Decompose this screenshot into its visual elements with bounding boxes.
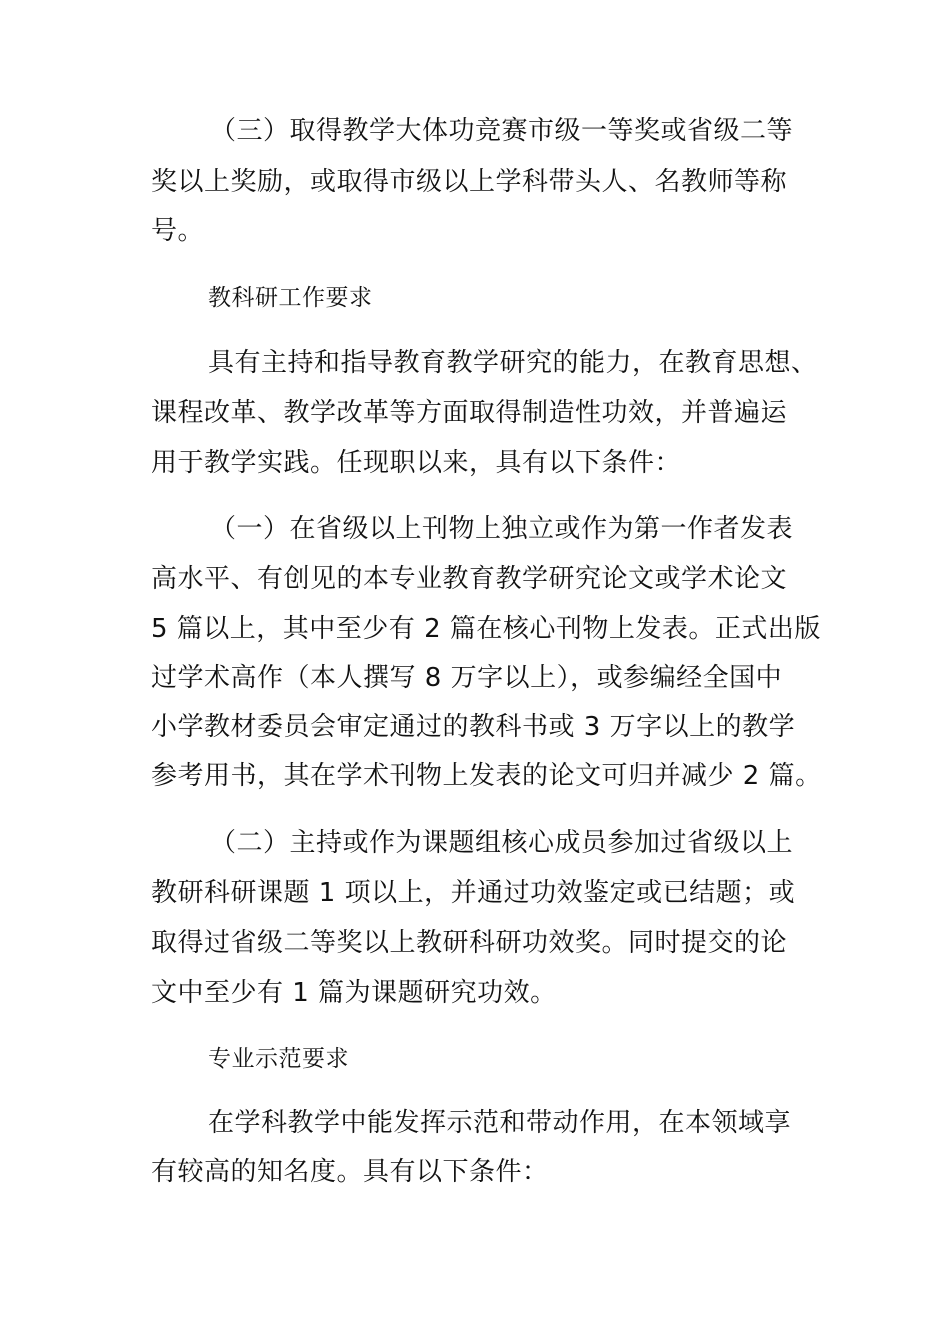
section-heading: 教科研工作要求 xyxy=(208,285,373,311)
text-line: 5 篇以上，其中至少有 2 篇在核心刊物上发表。正式出版 xyxy=(151,614,821,644)
text-line: 课程改革、教学改革等方面取得制造性功效，并普遍运 xyxy=(151,398,788,428)
text-line: 过学术高作（本人撰写 8 万字以上），或参编经全国中 xyxy=(151,663,783,693)
text-line: （二）主持或作为课题组核心成员参加过省级以上 xyxy=(210,828,794,858)
text-line: 具有主持和指导教育教学研究的能力，在教育思想、 xyxy=(208,348,818,378)
text-line: 奖以上奖励，或取得市级以上学科带头人、名教师等称 xyxy=(151,167,788,197)
text-line: （三）取得教学大体功竞赛市级一等奖或省级二等 xyxy=(210,116,794,146)
text-line: 教研科研课题 1 项以上，并通过功效鉴定或已结题；或 xyxy=(151,878,796,908)
text-line: 取得过省级二等奖以上教研科研功效奖。同时提交的论 xyxy=(151,928,788,958)
text-line: 有较高的知名度。具有以下条件： xyxy=(151,1157,549,1187)
text-line: 文中至少有 1 篇为课题研究功效。 xyxy=(151,978,557,1008)
text-line: 参考用书，其在学术刊物上发表的论文可归并减少 2 篇。 xyxy=(151,761,822,791)
text-line: 高水平、有创见的本专业教育教学研究论文或学术论文 xyxy=(151,564,788,594)
text-line: 小学教材委员会审定通过的教科书或 3 万字以上的教学 xyxy=(151,712,796,742)
text-line: （一）在省级以上刊物上独立或作为第一作者发表 xyxy=(210,514,794,544)
text-line: 号。 xyxy=(151,216,205,246)
text-line: 在学科教学中能发挥示范和带动作用，在本领域享 xyxy=(208,1108,792,1138)
text-line: 用于教学实践。任现职以来，具有以下条件： xyxy=(151,448,682,478)
section-heading: 专业示范要求 xyxy=(208,1046,349,1072)
